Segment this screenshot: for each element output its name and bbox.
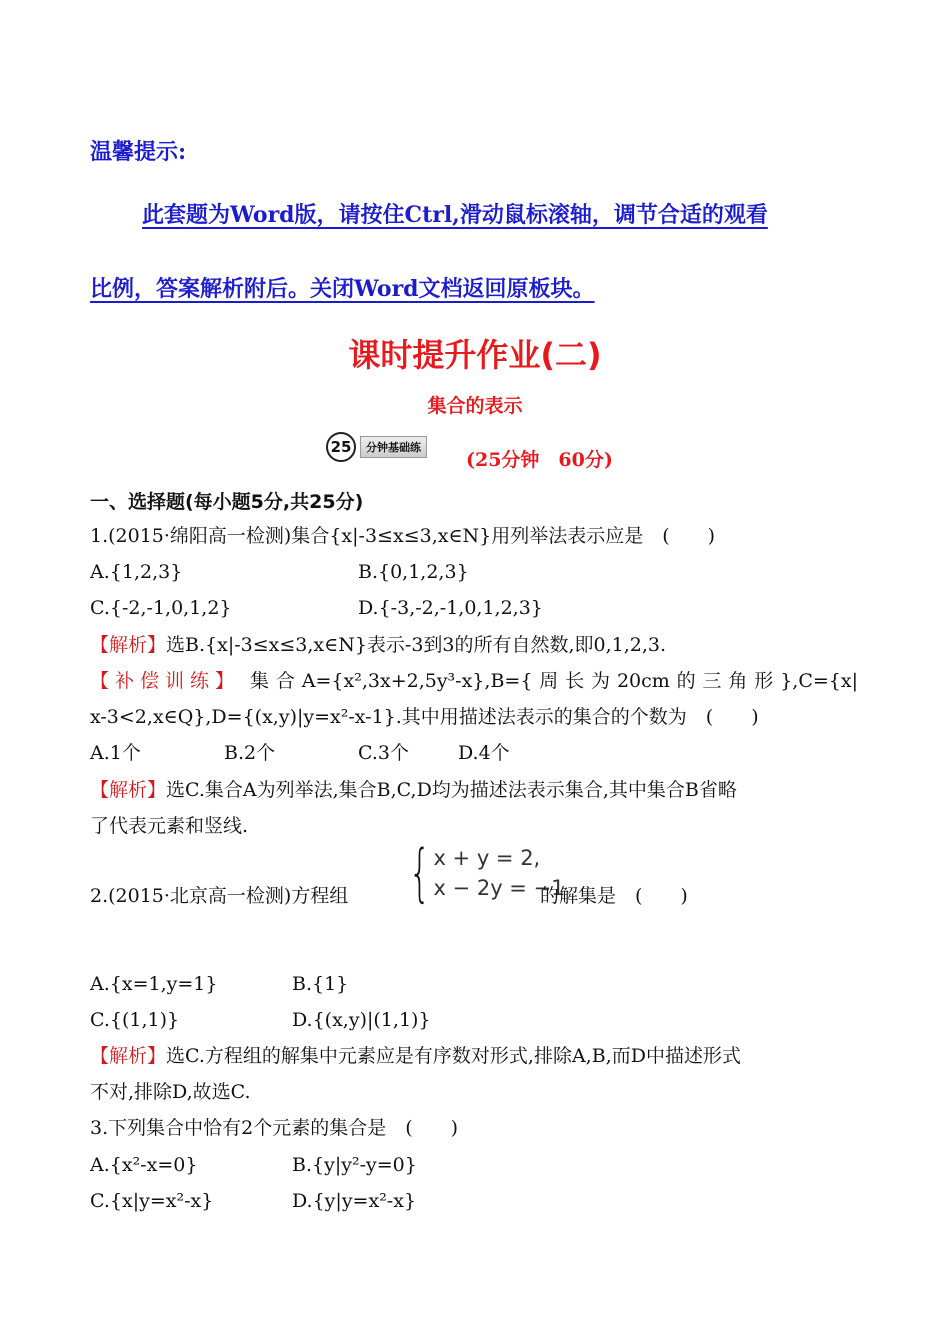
equation-2: x − 2y = −1 (433, 876, 565, 900)
q2-analysis (90, 1038, 741, 1074)
tip-heading: 温馨提示: (90, 139, 187, 165)
analysis-text: 选C.集合A为列举法,集合B,C,D均为描述法表示集合,其中集合B省略 (166, 779, 737, 801)
q3-option-c: C.{x|y=x²-x} (90, 1190, 214, 1212)
q1-option-b: B.{0,1,2,3} (358, 561, 469, 583)
analysis-tag: 【解析】 (90, 634, 167, 656)
brace: { (408, 836, 431, 909)
time-badge (326, 432, 427, 462)
time-info: (25分钟 60分) (466, 449, 613, 471)
q2-option-c: C.{(1,1)} (90, 1009, 180, 1031)
q2-stem-before: 2.(2015·北京高一检测)方程组 (90, 885, 349, 907)
supp-line-2: x-3<2,x∈Q},D={(x,y)|y=x²-x-1}.其中用描述法表示的集合的个数为 ( ) (90, 706, 759, 728)
q1-option-c: C.{-2,-1,0,1,2} (90, 597, 232, 619)
page-title: 课时提升作业(二) (348, 336, 602, 374)
q1-option-d: D.{-3,-2,-1,0,1,2,3} (358, 597, 543, 619)
q2-analysis-2: 不对,排除D,故选C. (90, 1081, 251, 1103)
analysis-tag: 【解析】 (90, 779, 167, 801)
supp-analysis-2: 了代表元素和竖线. (90, 815, 249, 837)
section-heading: 一、选择题(每小题5分,共25分) (90, 491, 364, 513)
q2-option-a: A.{x=1,y=1} (90, 973, 218, 995)
q3-option-b: B.{y|y²-y=0} (292, 1154, 417, 1176)
q2-option-b: B.{1} (292, 973, 349, 995)
equation-1: x + y = 2, (433, 846, 541, 870)
q1-option-a: A.{1,2,3} (90, 561, 183, 583)
analysis-text: 选B.{x|-3≤x≤3,x∈N}表示-3到3的所有自然数,即0,1,2,3. (166, 634, 667, 656)
supp-line-1 (90, 663, 858, 699)
tip-line-1: 此套题为Word版，请按住Ctrl,滑动鼠标滚轴，调节合适的观看 (142, 202, 768, 228)
supp-option-d: D.4个 (458, 742, 510, 764)
tip-line-2: 比例，答案解析附后。关闭Word文档返回原板块。 (90, 276, 595, 302)
analysis-text: 选C.方程组的解集中元素应是有序数对形式,排除A,B,而D中描述形式 (166, 1045, 741, 1067)
supp-tag: 【补偿训练】 (90, 670, 241, 692)
badge-number: 25 (326, 432, 356, 462)
supp-option-c: C.3个 (358, 742, 409, 764)
supp-analysis (90, 772, 737, 808)
q3-option-a: A.{x²-x=0} (90, 1154, 198, 1176)
analysis-tag: 【解析】 (90, 1045, 167, 1067)
q1-analysis (90, 627, 666, 663)
badge-label: 分钟基础练 (360, 436, 427, 458)
q3-stem: 3.下列集合中恰有2个元素的集合是 ( ) (90, 1117, 459, 1139)
q3-option-d: D.{y|y=x²-x} (292, 1190, 417, 1212)
supp-option-a: A.1个 (90, 742, 141, 764)
q2-option-d: D.{(x,y)|(1,1)} (292, 1009, 431, 1031)
page-subtitle: 集合的表示 (427, 395, 523, 417)
supp-text-1: 集合A={x²,3x+2,5y³-x},B={周长为20cm的三角形},C={x| (250, 670, 858, 692)
supp-option-b: B.2个 (224, 742, 276, 764)
q2-stem-after: 的解集是 ( ) (540, 885, 688, 907)
q1-stem: 1.(2015·绵阳高一检测)集合{x|-3≤x≤3,x∈N}用列举法表示应是 ( ) (90, 525, 716, 547)
